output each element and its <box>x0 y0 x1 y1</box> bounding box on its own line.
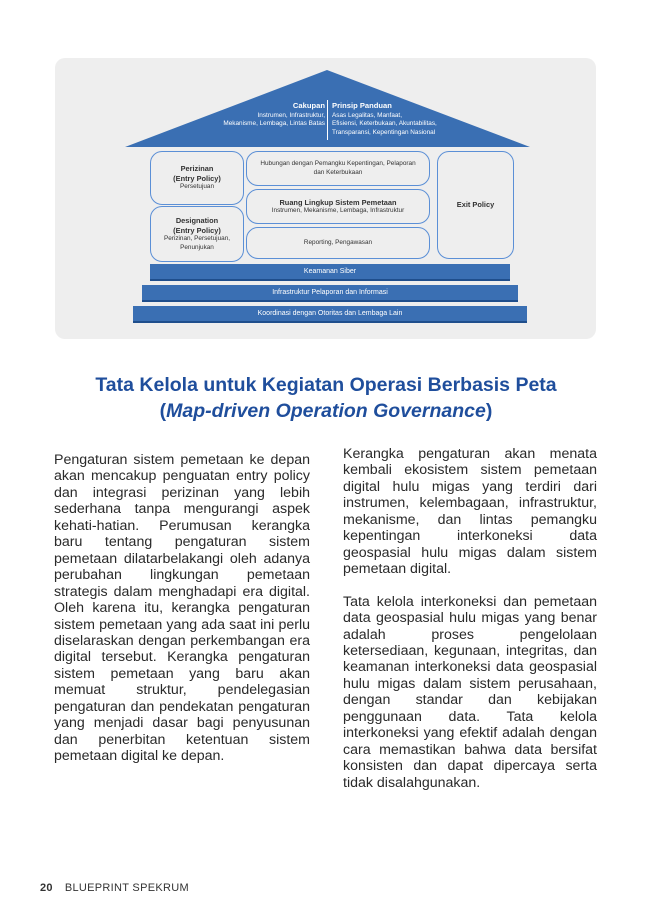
roof-principles-line: Transparansi, Kepentingan Nasional <box>332 128 436 136</box>
section-heading-english <box>20 400 632 423</box>
box-designation-title: Designation <box>175 216 219 226</box>
box-perizinan-text: Persetujuan <box>179 183 215 191</box>
roof-divider <box>327 100 328 140</box>
foundation-bar-cyber-security: Keamanan Siber <box>150 264 510 281</box>
roof-scope <box>190 101 325 129</box>
roof-scope-title: Cakupan <box>292 101 325 110</box>
foundation-bar-coordination: Koordinasi dengan Otoritas dan Lembaga Lain <box>133 306 527 323</box>
page-footer <box>40 882 189 894</box>
box-stakeholder-text: dan Keterbukaan <box>313 168 363 176</box>
box-scope-mapping <box>246 189 430 224</box>
foundation-bar-infrastructure: Infrastruktur Pelaporan dan Informasi <box>142 285 518 302</box>
box-stakeholder-text: Hubungan dengan Pemangku Kepentingan, Pelaporan <box>260 160 416 168</box>
roof-principles-title: Prinsip Panduan <box>332 101 392 110</box>
roof-principles <box>332 101 472 137</box>
box-scope-title: Ruang Lingkup Sistem Pemetaan <box>279 197 397 207</box>
box-exit-title: Exit Policy <box>456 200 495 210</box>
body-column-right <box>343 446 597 791</box>
box-designation-text: Perizinan, Persetujuan, <box>163 235 231 243</box>
box-perizinan <box>150 151 244 205</box>
box-exit-policy <box>437 151 514 259</box>
body-column-left <box>54 452 310 765</box>
page-number: 20 <box>40 882 53 894</box>
box-designation-subtitle: (Entry Policy) <box>173 225 221 235</box>
box-stakeholder-relations <box>246 151 430 186</box>
box-perizinan-title: Perizinan <box>180 164 214 174</box>
box-scope-text: Instrumen, Mekanisme, Lembaga, Infrastruktur <box>271 207 405 215</box>
roof-principles-line: Asas Legalitas, Manfaat, <box>332 111 402 119</box>
roof-scope-line: Mekanisme, Lembaga, Lintas Batas <box>223 120 325 128</box>
heading-paren-open: ( <box>159 400 167 422</box>
body-paragraph: Kerangka pengaturan akan menata kembali ekosistem sistem pemetaan digital hulu migas yang terdiri dari instrumen, kelembagaan, infrastruktur, mekanisme, dan lintas pemangku kepentingan interkoneksi data geospasial hulu migas dalam sistem pemetaan digital. <box>343 446 597 578</box>
box-reporting <box>246 227 430 259</box>
box-reporting-text: Reporting, Pengawasan <box>303 238 373 246</box>
body-paragraph: Tata kelola interkoneksi dan pemetaan data geospasial hulu migas yang benar adalah proses pengelolaan ketersediaan, kegunaan, integritas, dan keamanan interkoneksi data geospasial hulu migas dalam sistem perusahaan, dengan standar dan kebijakan penggunaan data. Tata kelola interkoneksi yang efektif adalah dengan cara memastikan bahwa data bersifat konsisten dan dapat dipercaya serta tidak disalahgunakan. <box>343 593 597 791</box>
section-heading: Tata Kelola untuk Kegiatan Operasi Berbasis Peta <box>95 374 557 396</box>
box-perizinan-subtitle: (Entry Policy) <box>173 173 221 183</box>
roof-scope-line: Instrumen, Infrastruktur, <box>257 111 325 119</box>
body-paragraph: Pengaturan sistem pemetaan ke depan akan mencakup penguatan entry policy dan integrasi perizinan yang lebih sederhana tanpa mengurangi aspek kehati-hatian. Perumusan kerangka baru tentang pengaturan sistem pemetaan dilatarbelakangi oleh adanya perubahan lingkungan pemetaan strategis dalam menghadapi era digital. Oleh karena itu, kerangka pengaturan sistem pemetaan yang ada saat ini perlu diselaraskan dengan perkembangan era digital tersebut. Kerangka pengaturan sistem pemetaan yang baru akan memuat struktur, pendelegasian pengaturan dan pendekatan pengaturan yang menjadi dasar bagi penyusunan dan penerbitan ketentuan sistem pemetaan digital ke depan. <box>54 452 310 765</box>
box-designation-text: Penunjukan <box>180 243 214 251</box>
publication-title: BLUEPRINT SPEKRUM <box>64 882 189 894</box>
heading-italic: Map-driven Operation Governance <box>166 400 486 422</box>
heading-paren-close: ) <box>485 400 493 422</box>
roof-principles-line: Efisiensi, Keterbukaan, Akuntabilitas, <box>332 120 437 128</box>
box-designation <box>150 206 244 262</box>
